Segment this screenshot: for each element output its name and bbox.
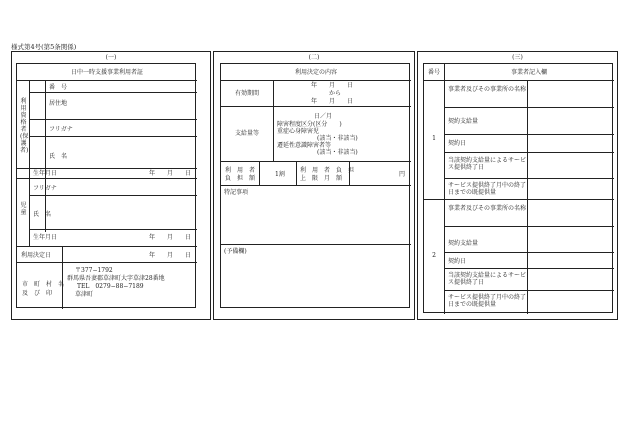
birth-date: 年 月 日 bbox=[149, 170, 192, 177]
amount-line-2: 重症心身障害児 bbox=[277, 128, 320, 135]
entry-header: 事業者記入欄 bbox=[510, 69, 547, 76]
entry-1-number: 1 bbox=[432, 135, 436, 142]
child-group-label: 児童 bbox=[20, 202, 27, 216]
entry-2-row-1: 事業者及びその事業所の名称 bbox=[448, 205, 527, 212]
entry-1-row-3: 契約日 bbox=[448, 140, 467, 147]
decision-label: 利用決定日 bbox=[21, 252, 52, 259]
child-birth-date: 年 月 日 bbox=[149, 234, 192, 241]
birth-label: 生年月日 bbox=[33, 170, 58, 177]
address-label: 居住地 bbox=[49, 100, 68, 107]
decision-date: 年 月 日 bbox=[149, 252, 192, 259]
section-2-label: (二) bbox=[308, 54, 320, 61]
form-title: 様式第4号(第5条関係) bbox=[11, 43, 77, 51]
yen-label: 円 bbox=[399, 171, 406, 178]
entry-1-row-2: 契約支給量 bbox=[448, 118, 479, 125]
amount-line-4: 遷延性意識障害者等 bbox=[277, 142, 332, 149]
section-2-table bbox=[220, 63, 410, 308]
postal-code: 〒377−1792 bbox=[75, 267, 113, 274]
period-label: 有効期間 bbox=[235, 90, 260, 97]
period-line-2: から bbox=[329, 90, 342, 97]
child-name-label: 氏 名 bbox=[33, 211, 52, 218]
period-line-1: 年 月 日 bbox=[311, 82, 354, 89]
child-furigana-label: フリガナ bbox=[33, 185, 57, 192]
amount-line-5: (該当・非該当) bbox=[317, 149, 358, 156]
section-2-title: 利用決定の内容 bbox=[294, 69, 337, 76]
user-group-label: 利用資格者(保護者) bbox=[20, 98, 29, 154]
number-header: 番号 bbox=[427, 69, 440, 76]
entry-2-row-4: 当該契約支給量によるサービス提供終了日 bbox=[448, 272, 527, 286]
name-label: 氏 名 bbox=[49, 153, 68, 160]
amount-label: 支給量等 bbox=[235, 130, 260, 137]
entry-1-row-1: 事業者及びその事業所の名称 bbox=[448, 86, 527, 93]
section-1-title: 日中一時支援事業利用者証 bbox=[70, 69, 143, 76]
section-1-label: (一) bbox=[105, 54, 117, 61]
burden-ratio: 1割 bbox=[275, 171, 285, 178]
amount-line-3: (該当・非該当) bbox=[317, 135, 358, 142]
municipality-tel: TEL 0279−88−7189 bbox=[77, 283, 144, 290]
reserve-label: (予備欄) bbox=[224, 248, 247, 255]
period-line-3: 年 月 日 bbox=[311, 98, 354, 105]
section-3-label: (三) bbox=[512, 54, 523, 61]
amount-unit: 日／月 bbox=[314, 113, 333, 120]
furigana-label: フリガナ bbox=[49, 126, 73, 133]
amount-line-1: 障害程度区分(区分 ) bbox=[277, 121, 342, 128]
municipality-town: 草津町 bbox=[75, 291, 94, 298]
entry-2-row-2: 契約支給量 bbox=[448, 240, 479, 247]
entry-2-number: 2 bbox=[432, 252, 436, 259]
entry-1-row-5: サービス提供終了月中の終了日までの既提供量 bbox=[448, 182, 527, 196]
municipality-label: 市 町 村 名 及 び 印 bbox=[22, 281, 65, 297]
limit-label: 利 用 者 負 担 上 限 月 額 bbox=[300, 167, 355, 182]
number-label: 番 号 bbox=[49, 84, 68, 91]
child-birth-label: 生年月日 bbox=[33, 234, 58, 241]
entry-2-row-3: 契約日 bbox=[448, 258, 467, 265]
notes-label: 特記事項 bbox=[224, 189, 249, 196]
section-3-table bbox=[423, 63, 613, 313]
burden-label: 利 用 者 負 担 額 bbox=[225, 167, 256, 182]
section-1-table bbox=[16, 63, 196, 308]
entry-2-row-5: サービス提供終了月中の終了日までの既提供量 bbox=[448, 294, 527, 308]
entry-1-row-4: 当該契約支給量によるサービス提供終了日 bbox=[448, 157, 527, 171]
municipality-address: 群馬県吾妻郡草津町大字草津28番地 bbox=[67, 275, 165, 282]
